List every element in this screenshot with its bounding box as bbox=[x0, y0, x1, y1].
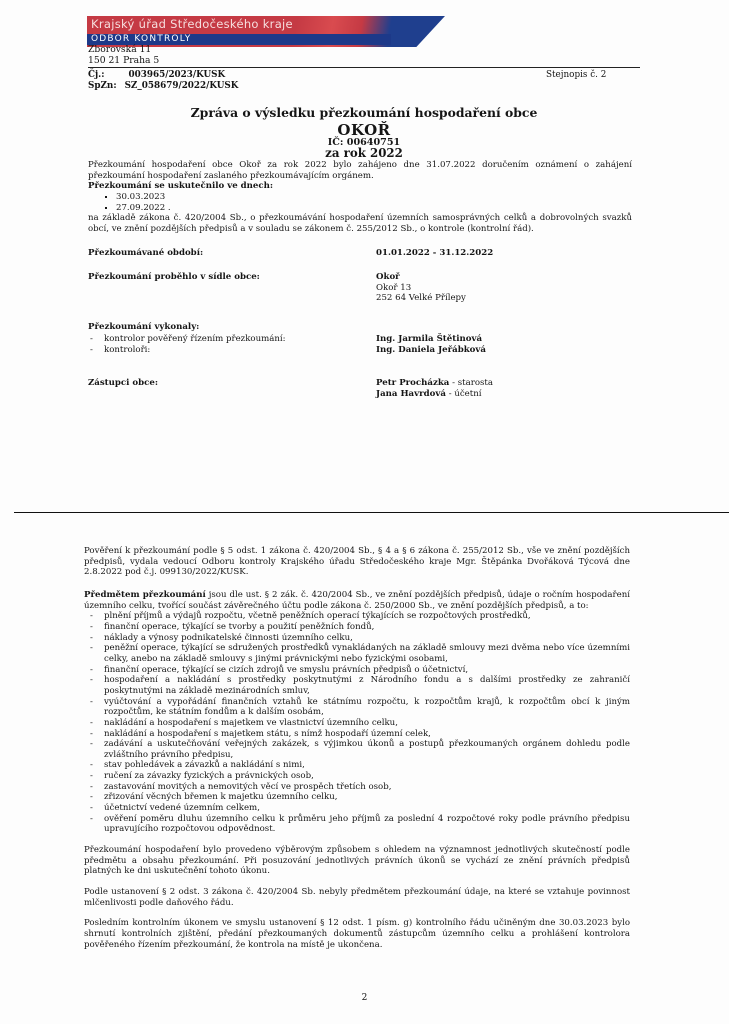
place-line2: Okoř 13 bbox=[376, 282, 412, 293]
final-paragraph: Posledním kontrolním úkonem ve smyslu ustanovení § 12 odst. 1 písm. g) kontrolního řádu učiněným dne 30.03.2023 bylo shrnutí kontrolních zjištění, předání přezkoumaných dokumentů zástupcům územního celku a prohlášení kontrolora pověřeného řízením přezkoumání, že kontrola na místě je ukončena. bbox=[84, 918, 630, 950]
place-line3: 252 64 Velké Přílepy bbox=[376, 293, 466, 304]
tax-paragraph: Podle ustanovení § 2 odst. 3 zákona č. 420/2004 Sb. nebyly předmětem přezkoumání údaje, na které se vztahuje povinnost mlčenlivosti podle daňového řádu. bbox=[84, 887, 630, 908]
cj-value: 003965/2023/KUSK bbox=[128, 70, 226, 80]
subject-text bbox=[84, 590, 630, 611]
list-item: - zastavování movitých a nemovitých věcí ve prospěch třetích osob, bbox=[88, 782, 630, 793]
list-item: - hospodaření a nakládání s prostředky poskytnutými z Národního fondu a s dalšími prostředky ze zahraničí poskytnutými na základě mezinárodních smluv, bbox=[88, 675, 630, 696]
page-break-line bbox=[14, 512, 729, 513]
list-item: - náklady a výnosy podnikatelské činnosti územního celku, bbox=[88, 633, 630, 644]
list-item: - ověření poměru dluhu územního celku k průměru jeho příjmů za poslední 4 rozpočtové roky podle právního předpisu upravujícího rozpočtovou odpovědnost. bbox=[88, 814, 630, 835]
list-item: - nakládání a hospodaření s majetkem ve vlastnictví územního celku, bbox=[88, 718, 630, 729]
list-item: - nakládání a hospodaření s majetkem státu, s nímž hospodaří územní celek, bbox=[88, 729, 630, 740]
address-line1: Zborovská 11 bbox=[88, 44, 152, 55]
list-item: - zřizování věcných břemen k majetku územního celku, bbox=[88, 792, 630, 803]
performed-label: Přezkoumání vykonaly: bbox=[88, 322, 200, 332]
subject-list bbox=[84, 611, 630, 835]
cj-label: Čj.: bbox=[88, 70, 105, 80]
subject-bold: Předmětem přezkoumání bbox=[84, 589, 206, 600]
municipality-ic: IČ: 00640751 bbox=[327, 137, 401, 148]
period-label: Přezkoumávané období: bbox=[88, 248, 204, 258]
selection-paragraph: Přezkoumání hospodaření bylo provedeno výběrovým způsobem s ohledem na významnost jednotlivých skutečností podle předmětu a obsahu přezkoumání. Při posuzování jednotlivých právních úkonů se vychází ze znění právních předpisů platných ke dni uskutečnění tohoto úkonu. bbox=[84, 845, 630, 877]
period-value: 01.01.2022 - 31.12.2022 bbox=[376, 248, 494, 258]
authority-logo-banner bbox=[87, 16, 445, 47]
list-item: - stav pohledávek a závazků a nakládání s nimi, bbox=[88, 760, 630, 771]
date-item: ▪ 27.09.2022 . bbox=[116, 203, 632, 214]
controllers-name: Ing. Daniela Jeřábková bbox=[376, 344, 486, 355]
list-item: - vyúčtování a vypořádání finančních vztahů ke státnímu rozpočtu, k rozpočtům krajů, k rozpočtům obcí k jiným rozpočtům, ke státním fondům a k dalším osobám, bbox=[88, 697, 630, 718]
list-item: - finanční operace, týkající se cizích zdrojů ve smyslu právních předpisů o účetnictví, bbox=[88, 665, 630, 676]
place-name: Okoř bbox=[376, 272, 400, 282]
page-number: 2 bbox=[361, 993, 368, 1003]
report-year: za rok 2022 bbox=[325, 146, 403, 160]
dates-list bbox=[88, 192, 632, 213]
legal-basis: na základě zákona č. 420/2004 Sb., o přezkoumávání hospodaření územních samosprávných celků a dobrovolných svazků obcí, ve znění pozdějších předpisů a v souladu se zákonem č. 255/2012 Sb., o kontrole (kontrolní řád). bbox=[88, 213, 632, 234]
rep2-name: Jana Havrdová bbox=[376, 388, 446, 399]
intro-section bbox=[88, 160, 632, 235]
rep1-role: - starosta bbox=[449, 378, 493, 388]
place-label: Přezkoumání proběhlo v sídle obce: bbox=[88, 272, 260, 282]
representatives-list bbox=[376, 378, 493, 399]
copy-number: Stejnopis č. 2 bbox=[546, 70, 607, 80]
authority-address bbox=[88, 44, 159, 67]
representatives-label: Zástupci obce: bbox=[88, 378, 159, 388]
list-item: - zadávání a uskutečňování veřejných zakázek, s výjimkou úkonů a postupů přezkoumaných orgánem dohledu podle zvláštního právního předpisu, bbox=[88, 739, 630, 760]
place-address bbox=[376, 272, 466, 304]
dates-label: Přezkoumání se uskutečnilo ve dnech: bbox=[88, 181, 274, 192]
header-divider bbox=[88, 67, 640, 68]
date-item: ▪ 30.03.2023 bbox=[116, 192, 632, 203]
list-item: - plnění příjmů a výdajů rozpočtu, včetně peněžních operací týkajících se rozpočtových prostředků, bbox=[88, 611, 630, 622]
intro-text: Přezkoumání hospodaření obce Okoř za rok 2022 bylo zahájeno dne 31.07.2022 doručením oznámení o zahájení přezkoumání hospodaření zaslaného přezkoumávajícím orgánem. bbox=[88, 160, 632, 181]
controllers-roles bbox=[88, 334, 286, 355]
list-item: - účetnictví vedené územním celkem, bbox=[88, 803, 630, 814]
controllers-role: - kontroloři: bbox=[88, 345, 286, 356]
spzn-label: SpZn: bbox=[88, 80, 117, 91]
rep1-name: Petr Procházka bbox=[376, 378, 450, 388]
list-item: - finanční operace, týkající se tvorby a použití peněžních fondů, bbox=[88, 622, 630, 633]
list-item: - peněžní operace, týkající se sdružených prostředků vynakládaných na základě smlouvy mezi dvěma nebo více územními celky, anebo na základě smlouvy s jinými právnickými nebo fyzickými osobami, bbox=[88, 643, 630, 664]
page2-content bbox=[84, 546, 630, 950]
address-line2: 150 21 Praha 5 bbox=[88, 55, 160, 67]
municipality-name: OKOŘ bbox=[337, 121, 391, 139]
controller-lead-role: - kontrolor pověřený řízením přezkoumání: bbox=[88, 334, 286, 345]
authorization-text: Pověření k přezkoumání podle § 5 odst. 1 zákona č. 420/2004 Sb., § 4 a § 6 zákona č. 255/2012 Sb., vše ve znění pozdějších předpisů, vydala vedoucí Odboru kontroly Krajského úřadu Středočeského kraje Mgr. Štěpánka Dvořáková Týcová dne 2.8.2022 pod č.j. 099130/2022/KUSK. bbox=[84, 546, 630, 578]
controllers-names bbox=[376, 334, 486, 355]
report-title: Zpráva o výsledku přezkoumání hospodaření obce bbox=[190, 105, 538, 120]
rep2-role: - účetní bbox=[445, 388, 482, 399]
list-item: - ručení za závazky fyzických a právnických osob, bbox=[88, 771, 630, 782]
controller-lead-name: Ing. Jarmila Štětinová bbox=[376, 334, 483, 344]
subject-rest: jsou dle ust. § 2 zák. č. 420/2004 Sb., ve znění pozdějších předpisů, údaje o ročním hospodaření územního celku, tvořící součást závěrečného účtu podle zákona č. 250/2000 Sb., ve znění pozdějších předpisů, a to: bbox=[84, 589, 630, 611]
reference-block bbox=[88, 70, 238, 92]
authority-name: Krajský úřad Středočeského kraje bbox=[91, 17, 293, 31]
spzn-value: SZ_058679/2022/KUSK bbox=[124, 80, 239, 91]
department-name: ODBOR KONTROLY bbox=[87, 34, 391, 45]
